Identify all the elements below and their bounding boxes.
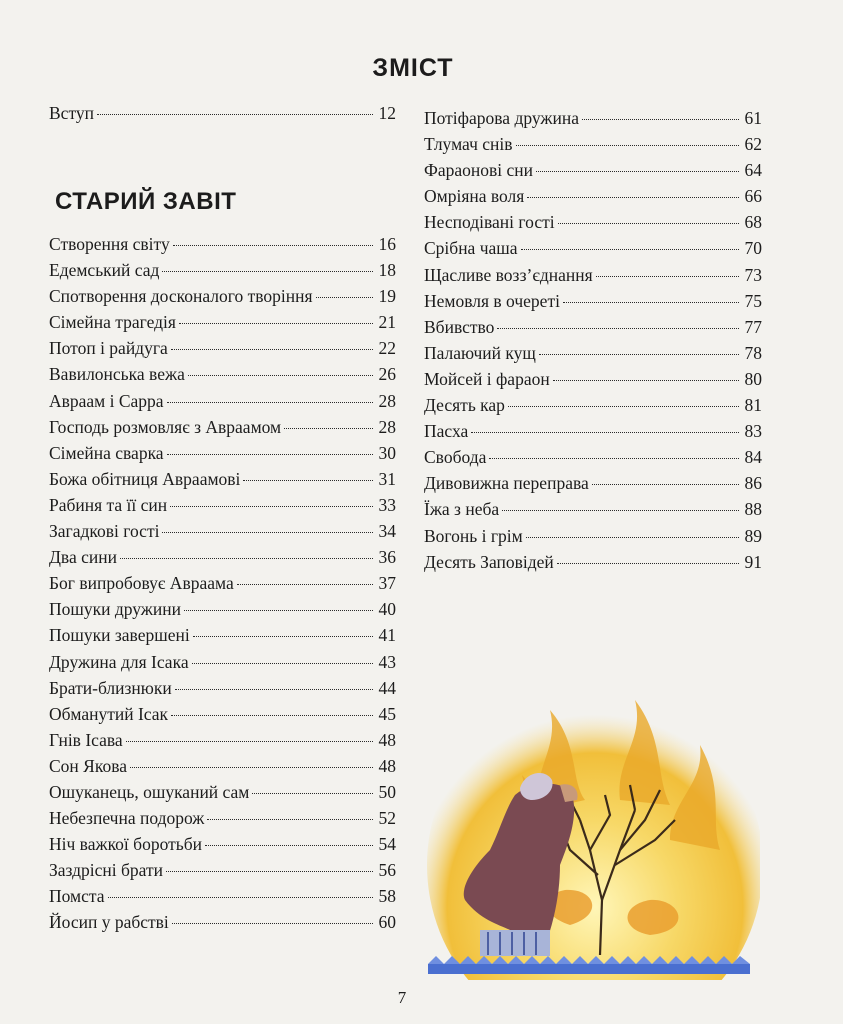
toc-entry[interactable]: [424, 238, 762, 264]
toc-entry-page: 16: [378, 234, 396, 254]
toc-leader-dots: [126, 741, 373, 742]
toc-leader-dots: [237, 584, 373, 585]
toc-leader-dots: [108, 897, 373, 898]
toc-entry-page: 78: [744, 342, 762, 363]
toc-leader-dots: [536, 171, 739, 172]
toc-entry-page: 41: [378, 625, 396, 646]
toc-leader-dots: [539, 354, 739, 355]
toc-entry-title: Свобода: [424, 447, 487, 468]
toc-entry-title: Едемський сад: [49, 260, 160, 281]
toc-leader-dots: [596, 276, 739, 277]
toc-entry-title: Десять Заповідей: [424, 551, 554, 572]
toc-entry-page: 88: [744, 499, 762, 520]
toc-entry-page: 30: [378, 442, 396, 463]
toc-entry-page: 64: [744, 160, 762, 181]
toc-entry[interactable]: [49, 521, 396, 547]
toc-entry-title: Тлумач снів: [424, 134, 513, 155]
page-title: ЗМІСТ: [372, 54, 454, 82]
toc-entry-title: Вбивство: [424, 316, 495, 337]
toc-entry-page: 70: [744, 238, 762, 259]
toc-leader-dots: [592, 484, 739, 485]
toc-leader-dots: [166, 871, 373, 872]
toc-leader-dots: [97, 114, 373, 115]
toc-leader-dots: [243, 480, 373, 481]
toc-entry-title: Фараонові сни: [424, 160, 533, 181]
toc-entry[interactable]: [424, 421, 762, 447]
toc-entry-page: 80: [744, 368, 762, 389]
toc-entry-title: Вступ: [49, 103, 94, 123]
toc-entry-intro[interactable]: [49, 103, 396, 129]
toc-entry-title: Створення світу: [49, 234, 170, 254]
toc-entry-page: 75: [744, 290, 762, 311]
toc-leader-dots: [497, 328, 739, 329]
toc-leader-dots: [553, 380, 739, 381]
toc-entry[interactable]: [49, 808, 396, 834]
toc-entry[interactable]: [49, 886, 396, 912]
toc-entry[interactable]: [49, 286, 396, 312]
toc-leader-dots: [316, 297, 373, 298]
toc-entry-title: Небезпечна подорож: [49, 808, 205, 829]
toc-entry-page: 83: [744, 421, 762, 442]
toc-entry-page: 61: [744, 108, 762, 128]
toc-entry-page: 89: [744, 525, 762, 546]
toc-entry[interactable]: [49, 599, 396, 625]
ground-border: [428, 964, 750, 974]
toc-leader-dots: [130, 767, 373, 768]
toc-entry-title: Мойсей і фараон: [424, 368, 550, 389]
toc-entry-page: 44: [378, 677, 396, 698]
toc-entry[interactable]: [49, 912, 396, 938]
toc-entry-title: Брати-близнюки: [49, 677, 172, 698]
toc-leader-dots: [167, 454, 373, 455]
burning-bush-illustration: [420, 690, 760, 980]
toc-entry-title: Немовля в очереті: [424, 290, 560, 311]
toc-entry-title: Несподівані гості: [424, 212, 555, 233]
toc-entry[interactable]: [49, 652, 396, 678]
toc-entry[interactable]: [49, 495, 396, 521]
toc-leader-dots: [179, 323, 373, 324]
toc-leader-dots: [284, 428, 373, 429]
toc-entry-page: 36: [378, 547, 396, 568]
toc-entry-title: Потоп і райдуга: [49, 338, 168, 359]
toc-entry-page: 19: [378, 286, 396, 307]
toc-entry-page: 54: [378, 834, 396, 855]
toc-entry[interactable]: [424, 108, 762, 134]
toc-leader-dots: [516, 145, 739, 146]
toc-leader-dots: [527, 197, 739, 198]
toc-leader-dots: [502, 510, 739, 511]
toc-leader-dots: [557, 563, 739, 564]
toc-entry-page: 34: [378, 521, 396, 542]
toc-leader-dots: [252, 793, 373, 794]
toc-entry[interactable]: [424, 265, 762, 291]
toc-leader-dots: [471, 432, 739, 433]
toc-entry-title: Пасха: [424, 421, 469, 442]
toc-entry-page: 26: [378, 364, 396, 385]
toc-entry-title: Дивовижна переправа: [424, 473, 589, 494]
toc-entry-page: 91: [744, 551, 762, 572]
toc-list-right: [424, 108, 762, 578]
toc-entry-title: Палаючий кущ: [424, 342, 536, 363]
section-title: СТАРИЙ ЗАВІТ: [55, 188, 237, 215]
toc-entry-page: 56: [378, 860, 396, 881]
toc-leader-dots: [172, 923, 373, 924]
toc-entry-title: Обманутий Ісак: [49, 703, 169, 724]
toc-entry[interactable]: [49, 625, 396, 651]
toc-entry-page: 77: [744, 316, 762, 337]
toc-entry-page: 12: [378, 103, 396, 123]
toc-entry-page: 33: [378, 494, 396, 515]
toc-entry[interactable]: [49, 338, 396, 364]
toc-entry-page: 28: [378, 390, 396, 411]
toc-entry[interactable]: [49, 573, 396, 599]
toc-leader-dots: [205, 845, 373, 846]
toc-entry-title: Два сини: [49, 547, 117, 568]
toc-leader-dots: [508, 406, 739, 407]
toc-entry-page: 52: [378, 808, 396, 829]
toc-entry[interactable]: [424, 395, 762, 421]
toc-entry-title: Потіфарова дружина: [424, 108, 579, 128]
toc-entry[interactable]: [424, 160, 762, 186]
toc-entry-page: 48: [378, 729, 396, 750]
toc-entry[interactable]: [49, 312, 396, 338]
toc-entry-title: Ніч важкої боротьби: [49, 834, 202, 855]
toc-entry-title: Загадкові гості: [49, 521, 160, 542]
toc-entry-title: Вавилонська вежа: [49, 364, 185, 385]
toc-entry-page: 22: [378, 338, 396, 359]
toc-leader-dots: [120, 558, 373, 559]
toc-leader-dots: [162, 532, 373, 533]
toc-entry-title: Сімейна сварка: [49, 442, 164, 463]
toc-entry-page: 48: [378, 755, 396, 776]
toc-leader-dots: [162, 271, 373, 272]
toc-entry[interactable]: [49, 704, 396, 730]
toc-list-left: [49, 234, 396, 939]
toc-entry[interactable]: [424, 552, 762, 578]
toc-entry[interactable]: [49, 469, 396, 495]
toc-entry[interactable]: [424, 186, 762, 212]
toc-entry[interactable]: [424, 317, 762, 343]
toc-entry[interactable]: [424, 343, 762, 369]
toc-entry-page: 40: [378, 599, 396, 620]
toc-leader-dots: [582, 119, 739, 120]
toc-entry-page: 18: [378, 260, 396, 281]
toc-entry[interactable]: [49, 756, 396, 782]
toc-entry[interactable]: [49, 443, 396, 469]
toc-entry-title: Авраам і Сарра: [49, 390, 164, 411]
toc-entry-title: Омріяна воля: [424, 186, 525, 207]
toc-entry[interactable]: [49, 260, 396, 286]
toc-entry-page: 43: [378, 651, 396, 672]
toc-entry-title: Спотворення досконалого творіння: [49, 286, 313, 307]
toc-leader-dots: [192, 663, 373, 664]
toc-entry[interactable]: [49, 234, 396, 260]
toc-entry-title: Гнів Ісава: [49, 729, 123, 750]
toc-entry-page: 60: [378, 912, 396, 933]
toc-entry-title: Пошуки дружини: [49, 599, 181, 620]
toc-leader-dots: [558, 223, 739, 224]
toc-entry[interactable]: [424, 134, 762, 160]
toc-leader-dots: [171, 349, 373, 350]
toc-leader-dots: [184, 610, 373, 611]
toc-leader-dots: [173, 245, 373, 246]
toc-entry-page: 45: [378, 703, 396, 724]
toc-leader-dots: [207, 819, 373, 820]
toc-entry-title: Сон Якова: [49, 755, 127, 776]
page-number: 7: [397, 988, 407, 1007]
toc-entry-page: 86: [744, 473, 762, 494]
toc-leader-dots: [171, 715, 373, 716]
toc-entry-page: 28: [378, 416, 396, 437]
toc-leader-dots: [563, 302, 739, 303]
toc-leader-dots: [521, 249, 739, 250]
toc-entry-title: Щасливе возз’єднання: [424, 264, 593, 285]
toc-entry-page: 50: [378, 781, 396, 802]
toc-entry-page: 66: [744, 186, 762, 207]
toc-entry-title: Рабиня та її син: [49, 494, 168, 515]
toc-entry[interactable]: [424, 447, 762, 473]
toc-leader-dots: [526, 537, 739, 538]
toc-entry[interactable]: [49, 417, 396, 443]
toc-entry-title: Їжа з неба: [424, 499, 500, 520]
toc-entry-page: 37: [378, 573, 396, 594]
toc-entry-title: Пошуки завершені: [49, 625, 190, 646]
toc-entry[interactable]: [424, 526, 762, 552]
toc-leader-dots: [167, 402, 373, 403]
toc-entry[interactable]: [49, 391, 396, 417]
toc-entry-title: Дружина для Ісака: [49, 651, 189, 672]
toc-entry-title: Помста: [49, 886, 105, 907]
toc-entry[interactable]: [424, 369, 762, 395]
toc-leader-dots: [188, 375, 373, 376]
toc-leader-dots: [175, 689, 373, 690]
toc-entry-page: 31: [378, 468, 396, 489]
intro-entry-container: [49, 103, 396, 129]
toc-leader-dots: [193, 636, 373, 637]
toc-entry[interactable]: [49, 364, 396, 390]
toc-entry-page: 62: [744, 134, 762, 155]
toc-entry[interactable]: [424, 291, 762, 317]
toc-entry-title: Вогонь і грім: [424, 525, 523, 546]
toc-entry[interactable]: [424, 499, 762, 525]
toc-entry-title: Бог випробовує Авраама: [49, 573, 234, 594]
toc-entry-title: Заздрісні брати: [49, 860, 163, 881]
toc-entry-page: 81: [744, 395, 762, 416]
toc-entry-page: 58: [378, 886, 396, 907]
toc-entry-title: Десять кар: [424, 395, 505, 416]
toc-entry[interactable]: [49, 730, 396, 756]
toc-entry-title: Ошуканець, ошуканий сам: [49, 781, 250, 802]
toc-entry[interactable]: [424, 473, 762, 499]
toc-entry-page: 21: [378, 312, 396, 333]
toc-entry[interactable]: [49, 782, 396, 808]
toc-entry[interactable]: [49, 547, 396, 573]
toc-entry[interactable]: [49, 834, 396, 860]
toc-entry-title: Сімейна трагедія: [49, 312, 176, 333]
toc-entry-title: Божа обітниця Авраамові: [49, 468, 241, 489]
toc-entry-page: 68: [744, 212, 762, 233]
toc-leader-dots: [170, 506, 373, 507]
toc-entry[interactable]: [49, 678, 396, 704]
toc-entry-title: Господь розмовляє з Авраамом: [49, 416, 282, 437]
toc-entry[interactable]: [49, 860, 396, 886]
toc-leader-dots: [489, 458, 739, 459]
toc-entry[interactable]: [424, 212, 762, 238]
toc-entry-page: 84: [744, 447, 762, 468]
toc-entry-title: Срібна чаша: [424, 238, 518, 259]
toc-entry-title: Йосип у рабстві: [49, 912, 169, 933]
toc-entry-page: 73: [744, 264, 762, 285]
